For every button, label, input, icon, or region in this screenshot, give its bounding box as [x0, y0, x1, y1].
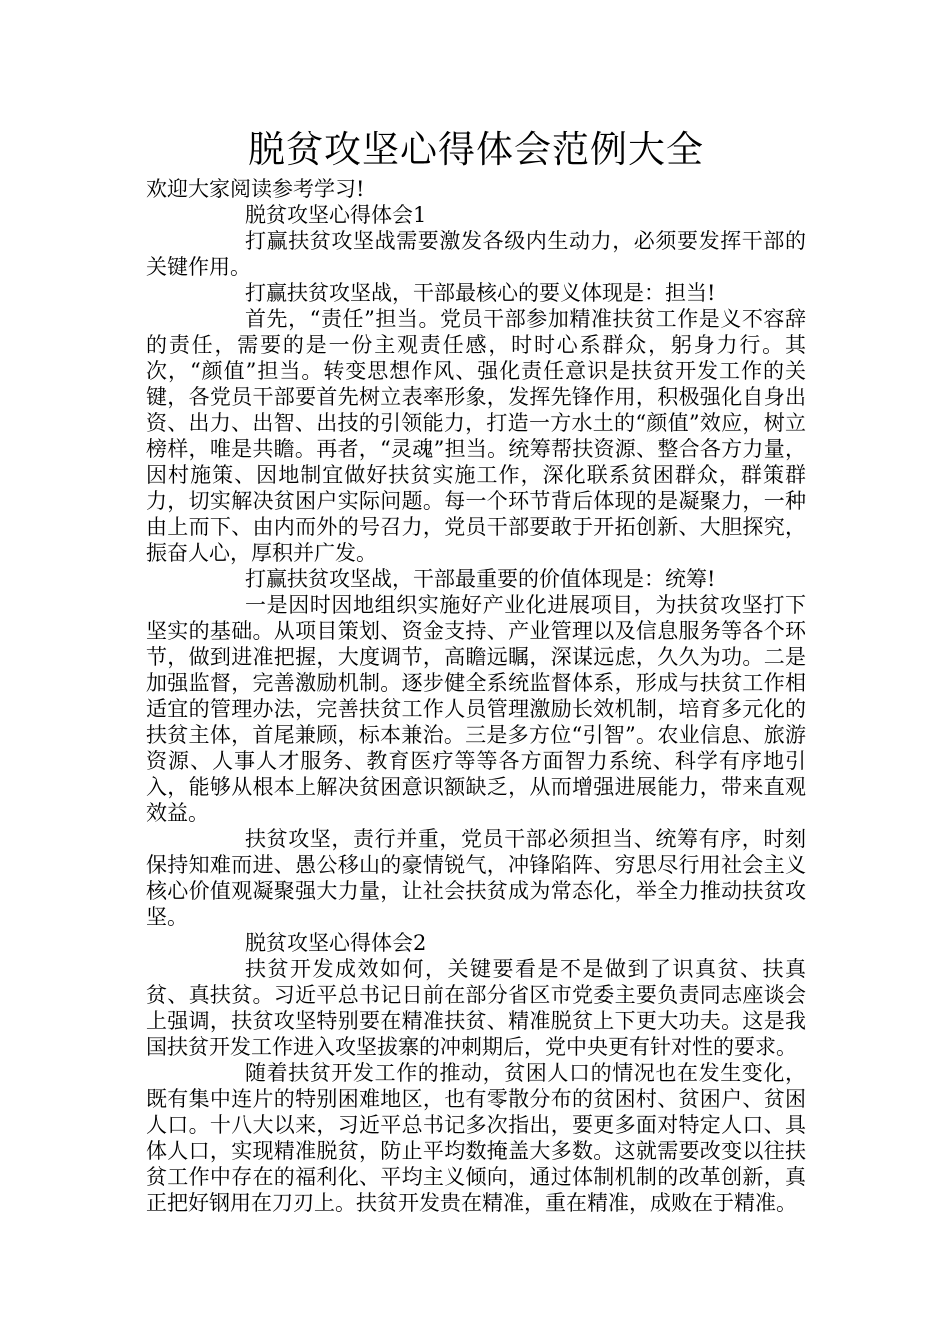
document-title: 脱贫攻坚心得体会范例大全	[248, 128, 704, 171]
section-heading: 脱贫攻坚心得体会2	[245, 931, 427, 955]
document-page	[146, 124, 806, 1216]
paragraph: 打赢扶贫攻坚战需要激发各级内生动力，必须要发挥干部的关键作用。	[146, 229, 806, 279]
paragraph: 扶贫攻坚，责行并重，党员干部必须担当、统筹有序，时刻保持知难而进、愚公移山的豪情锐气，冲锋陷阵、穷思尽行用社会主义核心价值观凝聚强大力量，让社会扶贫成为常态化，举全力推动扶贫攻坚。	[146, 827, 806, 929]
paragraph: 首先，“责任”担当。党员干部参加精准扶贫工作是义不容辞的责任，需要的是一份主观责任感，时时心系群众，躬身力行。其次，“颜值”担当。转变思想作风、强化责任意识是扶贫开发工作的关键，各党员干部要首先树立表率形象，发挥先锋作用，积极强化自身出资、出力、出智、出技的引领能力，打造一方水土的“颜值”效应，树立榜样，唯是共瞻。再者，“灵魂”担当。统筹帮扶资源、整合各方力量，因村施策、因地制宜做好扶贫实施工作，深化联系贫困群众，群策群力，切实解决贫困户实际问题。每一个环节背后体现的是凝聚力，一种由上而下、由内而外的号召力，党员干部要敢于开拓创新、大胆探究，振奋人心，厚积并广发。	[146, 307, 806, 565]
paragraph: 打赢扶贫攻坚战，干部最核心的要义体现是：担当!	[245, 281, 716, 305]
paragraph: 一是因时因地组织实施好产业化进展项目，为扶贫攻坚打下坚实的基础。从项目策划、资金支持、产业管理以及信息服务等各个环节，做到进准把握，大度调节，高瞻远瞩，深谋远虑，久久为功。二是加强监督，完善激励机制。逐步健全系统监督体系，形成与扶贫工作相适宜的管理办法，完善扶贫工作人员管理激励长效机制，培育多元化的扶贫主体，首尾兼顾，标本兼治。三是多方位“引智”。农业信息、旅游资源、人事人才服务、教育医疗等等各方面智力系统、科学有序地引入，能够从根本上解决贫困意识额缺乏，从而增强进展能力，带来直观效益。	[146, 593, 806, 825]
paragraph: 随着扶贫开发工作的推动，贫困人口的情况也在发生变化，既有集中连片的特别困难地区，也有零散分布的贫困村、贫困户、贫困人口。十八大以来，习近平总书记多次指出，要更多面对特定人口、具体人口，实现精准脱贫，防止平均数掩盖大多数。这就需要改变以往扶贫工作中存在的福利化、平均主义倾向，通过体制机制的改革创新，真正把好钢用在刀刃上。扶贫开发贵在精准，重在精准，成败在于精准。	[146, 1061, 806, 1215]
intro-line: 欢迎大家阅读参考学习!	[146, 177, 365, 201]
paragraph: 打赢扶贫攻坚战，干部最重要的价值体现是：统筹!	[245, 567, 716, 591]
paragraph: 扶贫开发成效如何，关键要看是不是做到了识真贫、扶真贫、真扶贫。习近平总书记日前在部分省区市党委主要负责同志座谈会上强调，扶贫攻坚特别要在精准扶贫、精准脱贫上下更大功夫。这是我国扶贫开发工作进入攻坚拔寨的冲刺期后，党中央更有针对性的要求。	[146, 957, 806, 1059]
section-heading: 脱贫攻坚心得体会1	[245, 203, 427, 227]
document-body	[146, 202, 806, 1216]
